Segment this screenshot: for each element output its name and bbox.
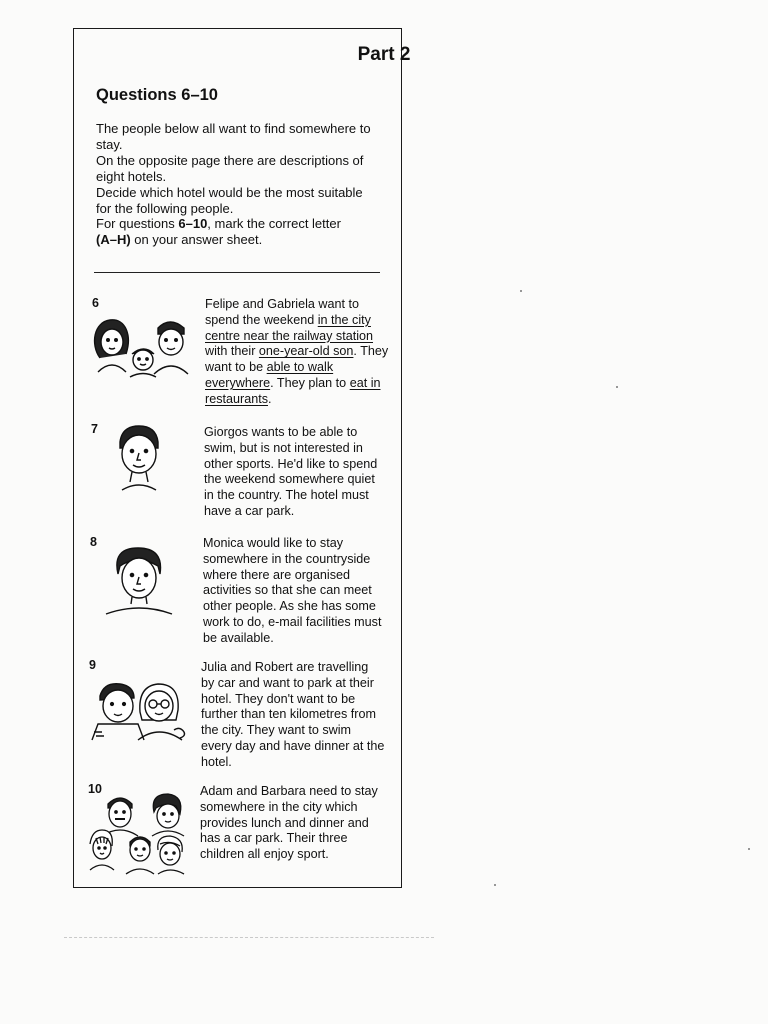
question-text: Monica would like to stay somewhere in the countryside where there are organised activities so that she can meet other people. As she has some work to do, e-mail facilities must be available. (203, 536, 382, 645)
underlined-phrase: able to walk everywhere (205, 360, 334, 390)
part-title: Part 2 (357, 44, 411, 65)
divider (94, 272, 380, 273)
text-segment: . They want to be (205, 344, 389, 375)
instruction-text: For questions (96, 216, 179, 232)
question-text (205, 297, 389, 408)
instruction-bold: (A–H) (96, 232, 131, 248)
instruction-text: , mark the correct letter (207, 216, 341, 232)
questions-title: Questions 6–10 (96, 86, 218, 104)
underlined-phrase: eat in restaurants (205, 375, 381, 406)
text-segment: with their (205, 344, 259, 359)
man-portrait-icon (114, 424, 164, 492)
scan-speck (520, 290, 522, 292)
question-number: 9 (89, 658, 96, 672)
instruction-line: On the opposite page there are descriptions of eight hotels. (96, 152, 364, 184)
underlined-phrase: one-year-old son (258, 344, 354, 359)
instructions (96, 121, 381, 248)
instruction-line: Decide which hotel would be the most suitable for the following people. (96, 184, 363, 216)
scan-artifact-line (64, 937, 434, 938)
family-five-people-icon (84, 790, 190, 876)
question-number: 6 (92, 296, 99, 310)
couple-portrait-icon (88, 680, 192, 742)
question-number: 10 (88, 782, 102, 796)
scan-speck (748, 848, 750, 850)
instruction-line: The people below all want to find somewhere to stay. (96, 121, 371, 152)
text-segment: . (268, 391, 272, 406)
question-text: Giorgos wants to be able to swim, but is not interested in other sports. He'd like to spend the weekend somewhere quiet in the country. The hotel must have a car park. (204, 425, 378, 518)
question-text: Adam and Barbara need to stay somewhere in the city which provides lunch and dinner and has a car park. Their three children all enjoy sport. (200, 784, 378, 862)
instruction-line (96, 232, 381, 248)
question-text: Julia and Robert are travelling by car and want to park at their hotel. They don't want to be further than ten kilometres from the city. They want to swim every day and have dinner at the hotel. (201, 660, 385, 769)
instruction-text: on your answer sheet. (130, 232, 263, 248)
scan-speck (616, 386, 618, 388)
text-segment: Felipe and Gabriela want to spend the weekend (205, 297, 360, 327)
family-illustration-icon (88, 314, 196, 378)
scan-speck (494, 884, 496, 886)
instruction-line (96, 216, 381, 232)
question-number: 8 (90, 535, 97, 549)
text-segment: . They plan to (270, 375, 350, 390)
underlined-phrase: in the city centre near the railway station (205, 312, 374, 343)
question-number: 7 (91, 422, 98, 436)
instruction-bold: 6–10 (178, 216, 208, 232)
question-6-text (205, 297, 389, 408)
woman-portrait-icon (104, 544, 174, 618)
